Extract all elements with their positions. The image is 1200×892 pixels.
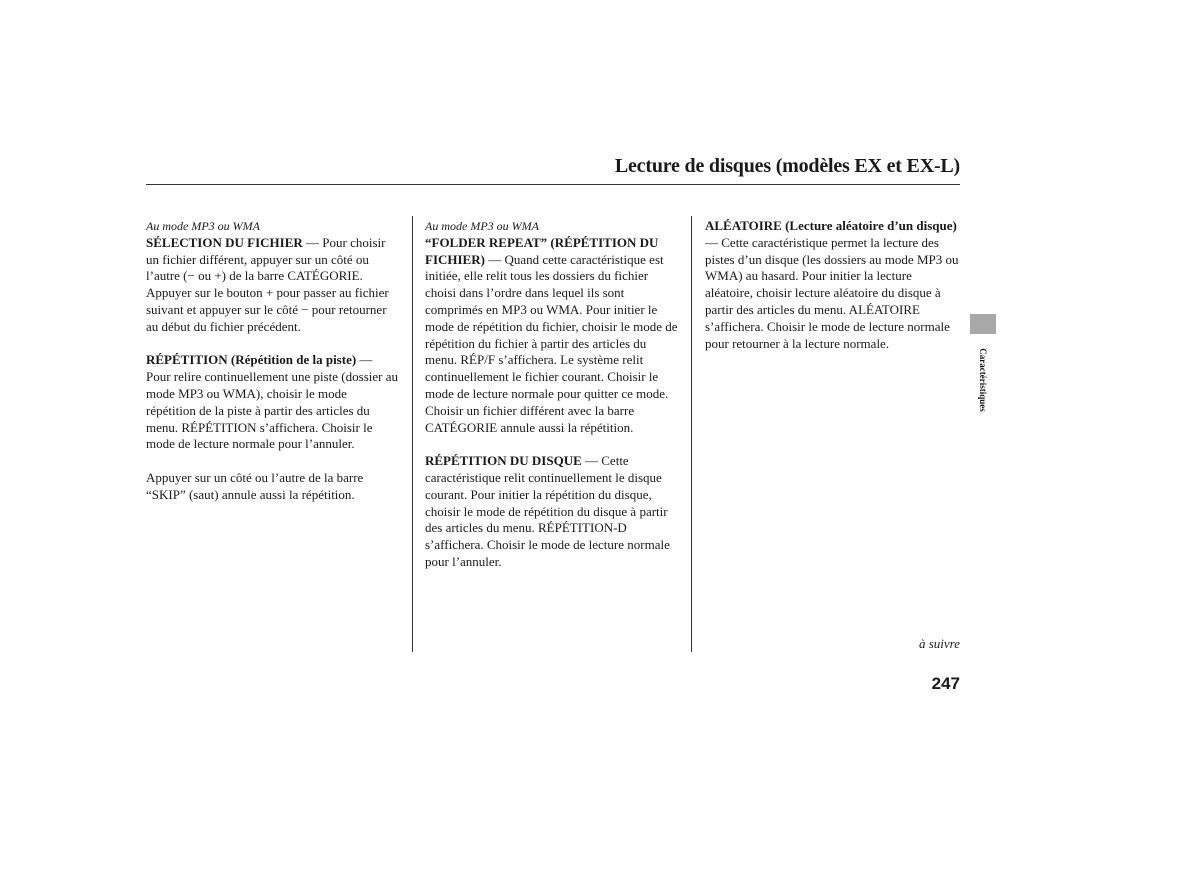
column-left	[146, 218, 398, 520]
section-body: — Cette caractéristique relit continuellement le disque courant. Pour initier la répétition du disque, choisir le mode de répétition du disque à partir des articles du menu. RÉPÉTITION-D s’affichera. Choisir le mode de lecture normale pour l’annuler.	[425, 453, 670, 569]
section-body: — Pour choisir un fichier différent, appuyer sur un côté ou l’autre (− ou +) de la barre CATÉGORIE. Appuyer sur le bouton + pour passer au fichier suivant et appuyer sur le côté − pour retourner au début du fichier précédent.	[146, 234, 389, 334]
section-heading: ALÉATOIRE (Lecture aléatoire d’un disque)	[705, 218, 957, 233]
section-tab-label: Caractéristiques	[978, 348, 988, 412]
section-body: — Cette caractéristique permet la lecture des pistes d’un disque (les dossiers au mode MP3 ou WMA) au hasard. Pour initier la lecture aléatoire, choisir lecture aléatoire du disque à partir des articles du menu. ALÉATOIRE s’affichera. Choisir le mode de lecture normale pour retourner à la lecture normale.	[705, 234, 959, 351]
section-body: — Quand cette caractéristique est initiée, elle relit tous les dossiers du fichier choisi dans l’ordre dans lequel ils sont comprimés en MP3 ou WMA. Pour initier le mode de répétition du fichier, choisir le mode de répétition du fichier à partir des articles du menu. RÉP/F s’affichera. Le système relit continuellement le fichier courant. Choisir le mode de lecture normale pour quitter ce mode. Choisir un fichier différent avec la barre CATÉGORIE annule aussi la répétition.	[425, 251, 678, 435]
column-middle	[425, 218, 681, 588]
column-divider	[691, 216, 692, 652]
section-disc-repeat	[425, 453, 681, 571]
section-skip-note	[146, 470, 398, 504]
section-folder-repeat	[425, 235, 681, 437]
section-body: — Pour relire continuellement une piste (dossier au mode MP3 ou WMA), choisir le mode répétition de la piste à partir des articles du menu. RÉPÉTITION s’affichera. Choisir le mode de lecture normale pour l’annuler.	[146, 352, 398, 452]
page-title: Lecture de disques (modèles EX et EX-L)	[614, 155, 960, 177]
section-file-selection	[146, 235, 398, 336]
continued-note: à suivre	[918, 636, 960, 651]
section-body: Appuyer sur un côté ou l’autre de la barre “SKIP” (saut) annule aussi la répétition.	[146, 469, 364, 502]
column-right	[705, 218, 961, 369]
section-track-repeat	[146, 352, 398, 453]
section-random	[705, 218, 961, 352]
page-header	[146, 150, 960, 185]
section-heading: RÉPÉTITION (Répétition de la piste)	[146, 352, 357, 368]
section-tab-marker	[970, 314, 996, 334]
section-heading: SÉLECTION DU FICHIER	[146, 234, 303, 250]
mode-label: Au mode MP3 ou WMA	[146, 219, 260, 233]
mode-label: Au mode MP3 ou WMA	[425, 219, 539, 233]
column-divider	[412, 216, 413, 652]
page-number: 247	[931, 674, 960, 693]
section-heading: RÉPÉTITION DU DISQUE	[425, 453, 582, 469]
section-heading: “FOLDER REPEAT” (RÉPÉTITION DU FICHIER)	[425, 234, 659, 267]
